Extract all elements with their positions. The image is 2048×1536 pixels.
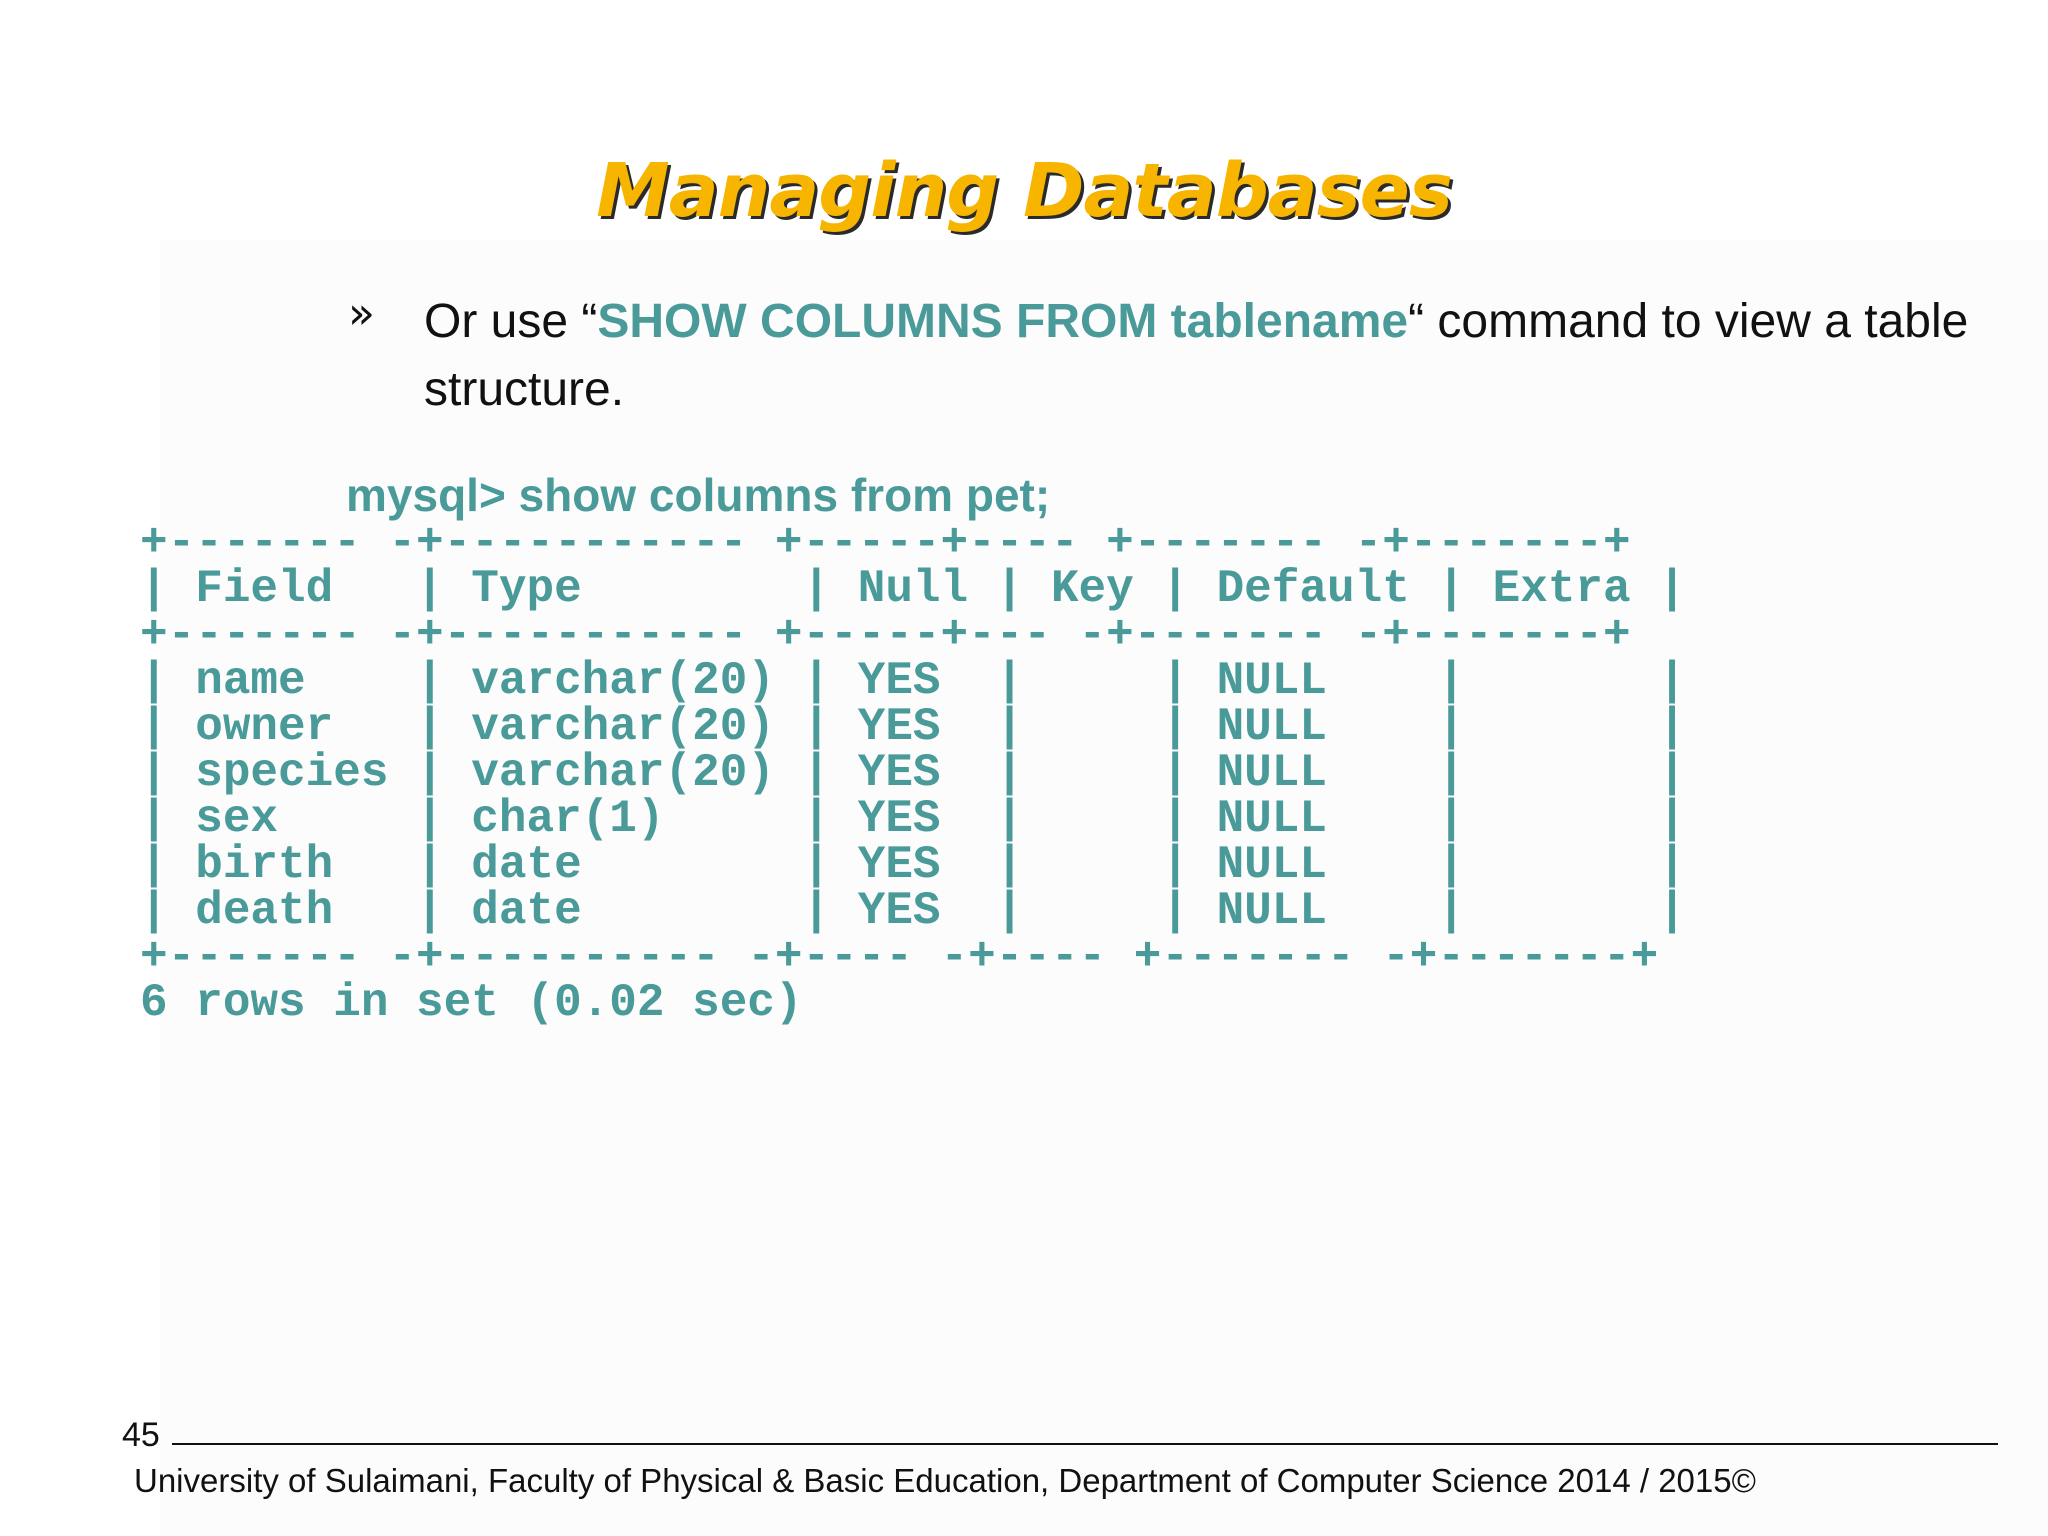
table-row: | death | date | YES | | NULL | | xyxy=(140,885,1686,937)
mysql-prompt: mysql> show columns from pet; xyxy=(346,469,1051,521)
result-summary: 6 rows in set (0.02 sec) xyxy=(140,977,803,1029)
table-row: | species | varchar(20) | YES | | NULL | | xyxy=(140,747,1686,799)
table-header-border: +------- -+----------- +-----+--- -+------- -+-------+ xyxy=(140,609,1631,661)
footer-divider xyxy=(172,1443,1998,1445)
table-header-row: | Field | Type | Null | Key | Default | Extra | xyxy=(140,563,1686,615)
table-bottom-border: +------- -+---------- -+---- -+---- +------- -+-------+ xyxy=(140,931,1659,983)
table-row: | sex | char(1) | YES | | NULL | | xyxy=(140,793,1686,845)
slide-title: Managing Databases xyxy=(596,148,1452,234)
bullet-text xyxy=(424,288,1984,424)
footer-text: University of Sulaimani, Faculty of Physical & Basic Education, Department of Computer Science 2014 / 2015© xyxy=(134,1462,1756,1499)
bullet-text-after: “ command to view a table structure. xyxy=(424,295,1969,416)
table-row: | birth | date | YES | | NULL | | xyxy=(140,839,1686,891)
query-result-table xyxy=(140,517,1686,1029)
table-row: | name | varchar(20) | YES | | NULL | | xyxy=(140,655,1686,707)
page-number: 45 xyxy=(122,1416,160,1454)
table-row: | owner | varchar(20) | YES | | NULL | | xyxy=(140,701,1686,753)
bullet-marker-icon: » xyxy=(348,288,375,339)
bullet-keyword: SHOW COLUMNS FROM tablename xyxy=(597,295,1409,348)
bullet-text-before: Or use “ xyxy=(424,295,598,348)
table-top-border: +------- -+----------- +-----+---- +------- -+-------+ xyxy=(140,517,1631,569)
